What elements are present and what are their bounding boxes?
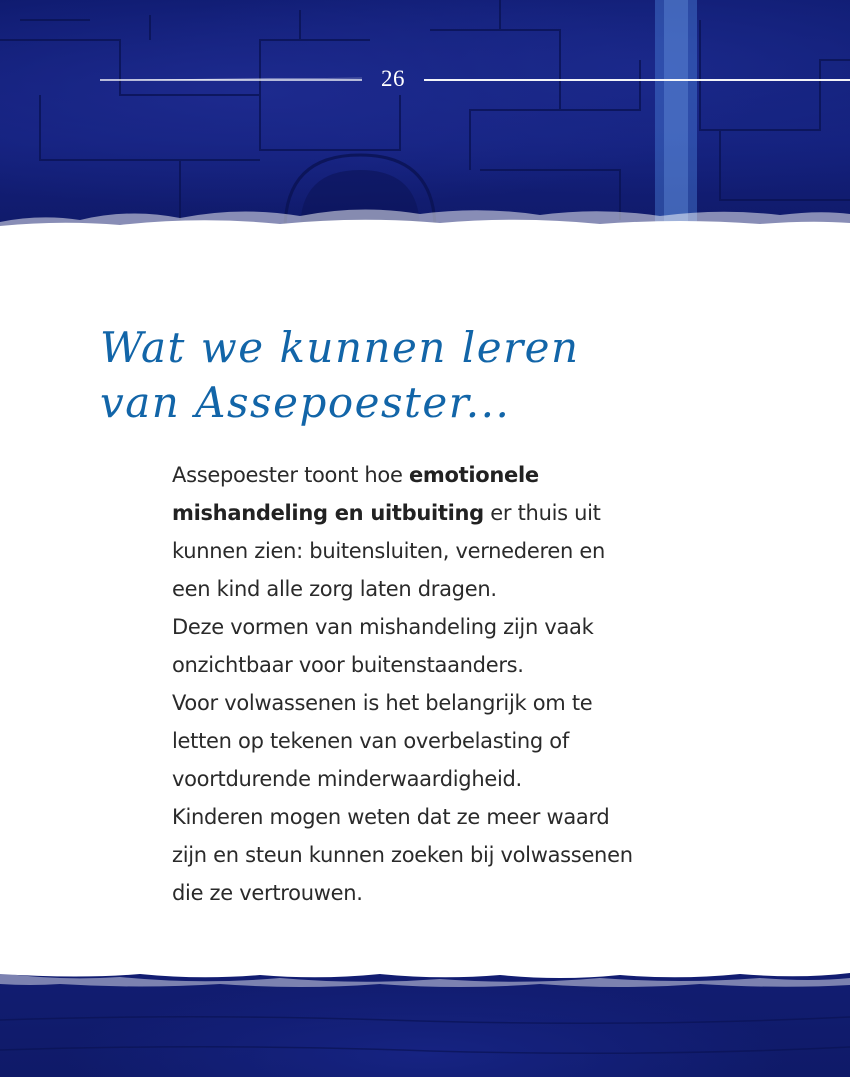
- page-number: 26: [381, 66, 405, 91]
- body-text-segment: voortdurende minderwaardigheid.: [172, 767, 522, 791]
- body-text-segment: die ze vertrouwen.: [172, 881, 363, 905]
- body-text-segment: Voor volwassenen is het belangrijk om te: [172, 691, 593, 715]
- body-text-segment: kunnen zien: buitensluiten, vernederen en: [172, 539, 605, 563]
- body-line: [172, 646, 712, 684]
- body-line: [172, 494, 712, 532]
- body-line: [172, 684, 712, 722]
- body-bold-segment: emotionele: [408, 463, 539, 487]
- page-title: [100, 320, 580, 430]
- body-text-segment: er thuis uit: [483, 501, 601, 525]
- body-line: [172, 798, 712, 836]
- body-text-segment: onzichtbaar voor buitenstaanders.: [172, 653, 524, 677]
- body-line: [172, 570, 712, 608]
- body-line: [172, 836, 712, 874]
- stone-wall-texture: [0, 0, 850, 230]
- body-text-segment: letten op tekenen van overbelasting of: [172, 729, 569, 753]
- body-text-segment: Kinderen mogen weten dat ze meer waard: [172, 805, 610, 829]
- footer-illustration: [0, 965, 850, 1077]
- body-line: [172, 608, 712, 646]
- body-line: [172, 532, 712, 570]
- body-text-segment: zijn en steun kunnen zoeken bij volwassenen: [172, 843, 633, 867]
- body-bold-segment: mishandeling en uitbuiting: [172, 501, 484, 525]
- body-text-segment: Deze vormen van mishandeling zijn vaak: [172, 615, 594, 639]
- body-text-segment: een kind alle zorg laten dragen.: [172, 577, 497, 601]
- body-line: [172, 722, 712, 760]
- title-line-1: Wat we kunnen leren: [100, 323, 580, 372]
- title-line-2: van Assepoester...: [100, 378, 511, 427]
- header-illustration: [0, 0, 850, 230]
- body-text-segment: Assepoester toont hoe: [172, 463, 409, 487]
- body-line: [172, 760, 712, 798]
- floor-texture: [0, 965, 850, 1077]
- body-line: [172, 874, 712, 912]
- body-line: [172, 456, 712, 494]
- body-paragraph: [172, 456, 712, 912]
